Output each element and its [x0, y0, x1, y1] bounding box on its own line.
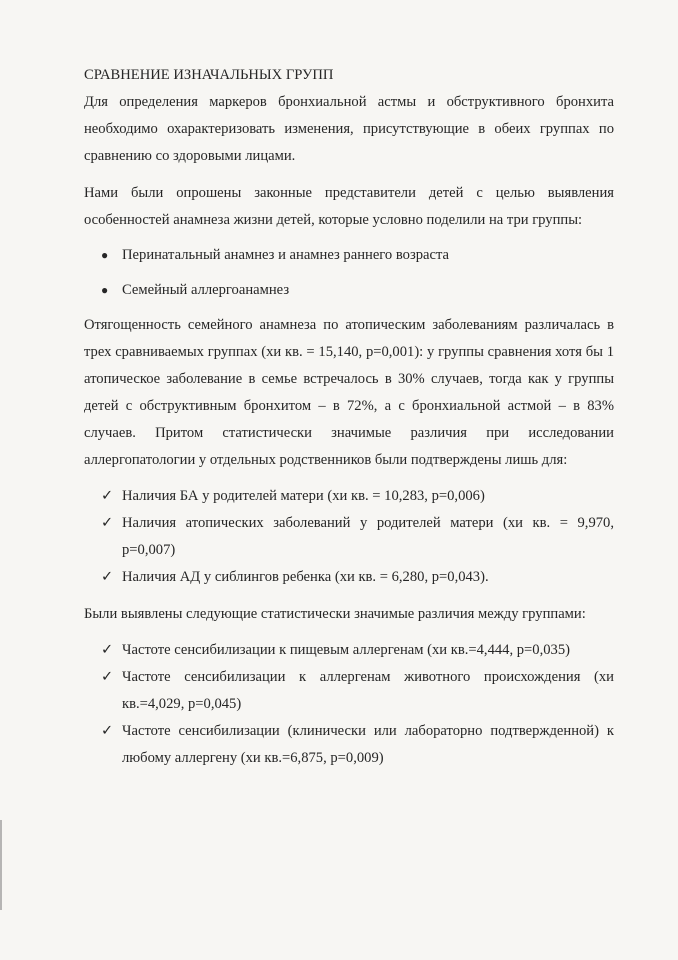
list-item [84, 564, 614, 591]
list-item [84, 718, 614, 772]
checkmark-icon: ✓ [101, 515, 114, 531]
checkmark-icon: ✓ [101, 669, 114, 685]
list-item [84, 637, 614, 664]
list-item [84, 242, 614, 269]
checkmark-icon: ✓ [101, 488, 114, 504]
list-item [84, 277, 614, 304]
section-heading: СРАВНЕНИЕ ИЗНАЧАЛЬНЫХ ГРУПП [84, 67, 334, 83]
anamnesis-groups-list [84, 242, 614, 304]
relatives-findings-list [84, 483, 614, 591]
family-history-paragraph: Отягощенность семейного анамнеза по атопическим заболеваниям различалась в трех сравниваемых группах (хи кв. = 15,140, р=0,001): у группы сравнения хотя бы 1 атопическое заболевание в семье встречалось в 30% случаев, тогда как у группы детей с обструктивным бронхитом – в 72%, а с бронхиальной астмой – в 83% случаев. Притом статистически значимые различия при исследовании аллергопатологии у отдельных родственников были подтверждены лишь для: [84, 317, 614, 468]
list-item-text: Семейный аллергоанамнез [122, 282, 290, 298]
list-item [84, 664, 614, 718]
list-item-text: Частоте сенсибилизации к пищевым аллергенам (хи кв.=4,444, р=0,035) [122, 642, 570, 658]
list-item-text: Наличия атопических заболеваний у родителей матери (хи кв. = 9,970, р=0,007) [122, 515, 614, 558]
list-item-text: Наличия АД у сиблингов ребенка (хи кв. = 6,280, р=0,043). [122, 569, 489, 585]
differences-paragraph: Были выявлены следующие статистически значимые различия между группами: [84, 606, 586, 622]
list-item-text: Частоте сенсибилизации к аллергенам животного происхождения (хи кв.=4,029, р=0,045) [122, 669, 614, 712]
checkmark-icon: ✓ [101, 569, 114, 585]
list-item-text: Перинатальный анамнез и анамнез раннего возраста [122, 247, 449, 263]
bullet-icon: ● [101, 283, 109, 297]
survey-paragraph: Нами были опрошены законные представители детей с целью выявления особенностей анамнеза жизни детей, которые условно поделили на три группы: [84, 185, 614, 228]
bullet-icon: ● [101, 248, 109, 262]
list-item-text: Частоте сенсибилизации (клинически или лабораторно подтвержденной) к любому аллергену (хи кв.=6,875, р=0,009) [122, 723, 614, 766]
intro-paragraph: Для определения маркеров бронхиальной астмы и обструктивного бронхита необходимо охарактеризовать изменения, присутствующие в обеих группах по сравнению со здоровыми лицами. [84, 94, 614, 164]
list-item-text: Наличия БА у родителей матери (хи кв. = 10,283, р=0,006) [122, 488, 485, 504]
checkmark-icon: ✓ [101, 642, 114, 658]
document-body [84, 62, 614, 772]
checkmark-icon: ✓ [101, 723, 114, 739]
scan-edge-shadow [0, 820, 2, 910]
sensitization-findings-list [84, 637, 614, 772]
list-item [84, 510, 614, 564]
list-item [84, 483, 614, 510]
